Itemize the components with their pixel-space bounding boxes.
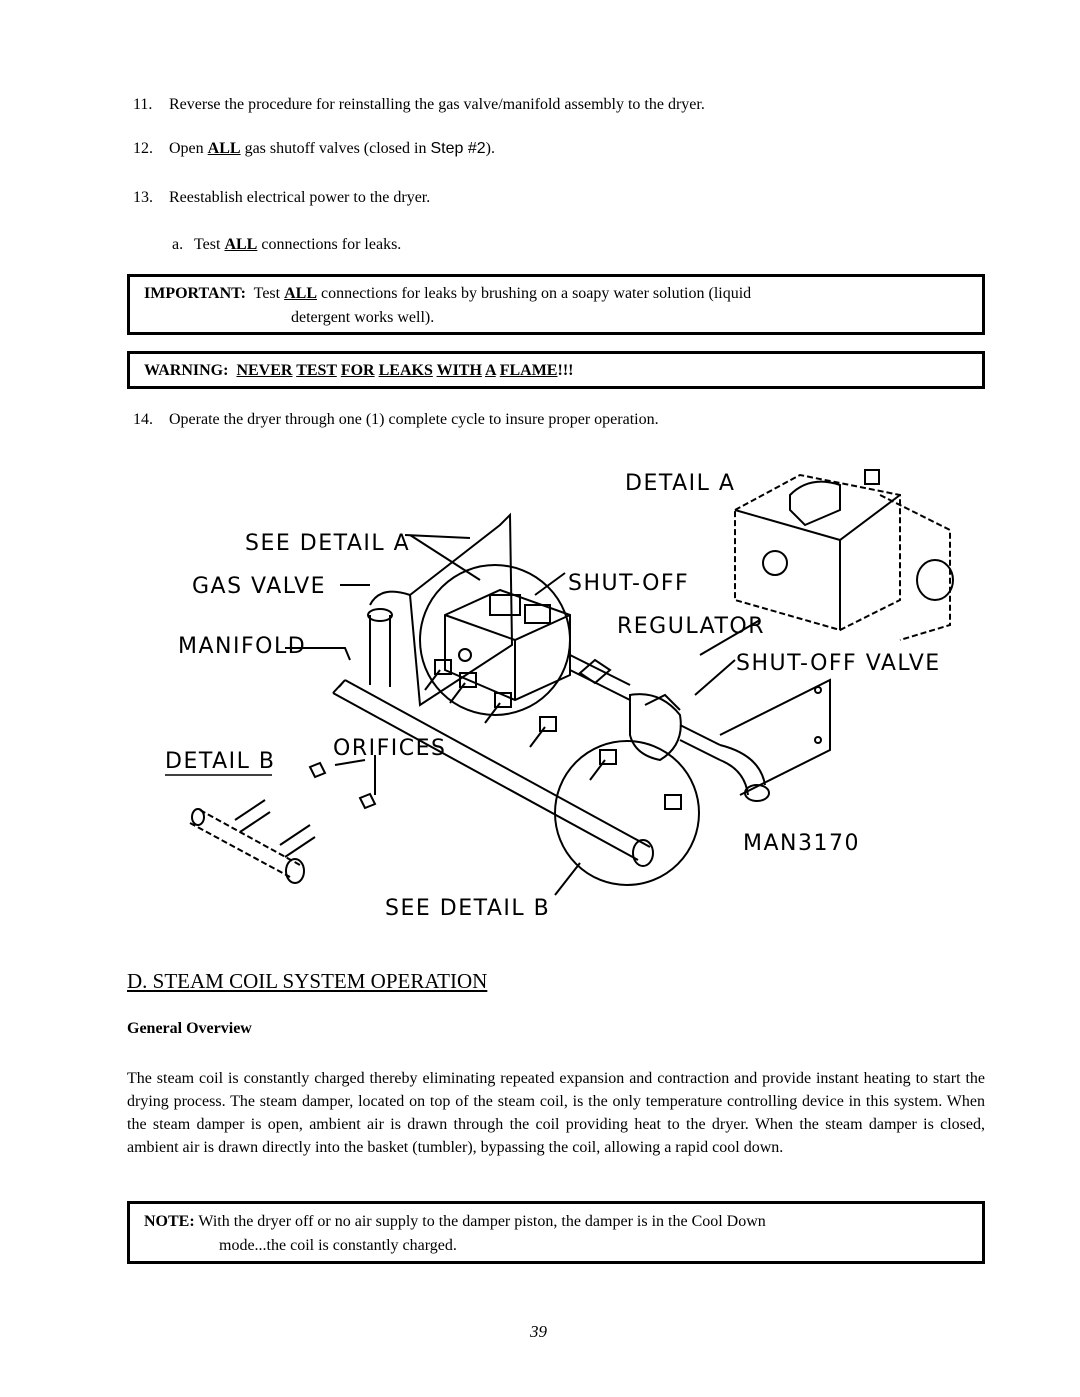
step-11: 11. Reverse the procedure for reinstalling the gas valve/manifold assembly to the dryer. — [133, 96, 705, 113]
important-box — [127, 274, 985, 335]
label-see-detail-a: SEE DETAIL A — [245, 531, 411, 556]
label-manifold: MANIFOLD — [178, 634, 307, 659]
right-bracket — [720, 680, 830, 795]
section-heading: D. STEAM COIL SYSTEM OPERATION — [127, 969, 488, 993]
label-detail-a: DETAIL A — [625, 471, 736, 496]
step-13a: a. Test ALL connections for leaks. — [172, 236, 402, 253]
label-orifices: ORIFICES — [333, 736, 447, 761]
note-line-1: NOTE: With the dryer off or no air supply to the damper piston, the damper is in the Cool Down — [144, 1213, 766, 1230]
detail-b-circle — [555, 741, 699, 885]
important-line-1: IMPORTANT: Test ALL connections for leaks by brushing on a soapy water solution (liquid — [144, 285, 752, 302]
label-detail-b: DETAIL B — [165, 749, 276, 774]
warning-text: WARNING: NEVER TEST FOR LEAKS WITH A FLAME!!! — [144, 362, 574, 379]
label-gas-valve: GAS VALVE — [192, 574, 327, 599]
step-12: 12. Open ALL gas shutoff valves (closed in Step #2). — [133, 140, 495, 157]
orifice-6 — [665, 795, 681, 809]
note-line-2: mode...the coil is constantly charged. — [219, 1237, 457, 1254]
warning-box — [127, 351, 985, 389]
label-see-detail-b: SEE DETAIL B — [385, 896, 551, 921]
detail-b-orifice-1 — [310, 763, 325, 777]
note-box — [127, 1201, 985, 1264]
label-regulator: REGULATOR — [617, 614, 765, 639]
step-13: 13. Reestablish electrical power to the dryer. — [133, 189, 431, 206]
detail-a-outlet — [917, 560, 953, 600]
page-number: 39 — [530, 1322, 547, 1341]
leader-see-detail-a — [410, 535, 480, 580]
label-man-number: MAN3170 — [743, 831, 860, 856]
important-line-2: detergent works well). — [291, 309, 435, 326]
elbow-pipe — [370, 615, 390, 687]
section-paragraph: The steam coil is constantly charged thereby eliminating repeated expansion and contraction and provide instant heating to start the drying process. The steam damper, located on top of the steam coil, is the only temperature controlling device in this system. When the steam damper is open, ambient air is drawn through the coil providing heat to the dryer. When the steam damper is closed, ambient air is drawn directly into the basket (tumbler), bypassing the coil, allowing a rapid cool down. — [127, 1070, 985, 1156]
label-shut-off: SHUT-OFF — [568, 571, 690, 596]
detail-b-orifice-2 — [360, 794, 375, 808]
section-subheading: General Overview — [127, 1020, 252, 1037]
label-shut-off-valve: SHUT-OFF VALVE — [736, 651, 941, 676]
step-14: 14. Operate the dryer through one (1) complete cycle to insure proper operation. — [133, 411, 659, 428]
gas-valve-diagram — [140, 455, 960, 935]
detail-a-regulator — [735, 475, 900, 630]
